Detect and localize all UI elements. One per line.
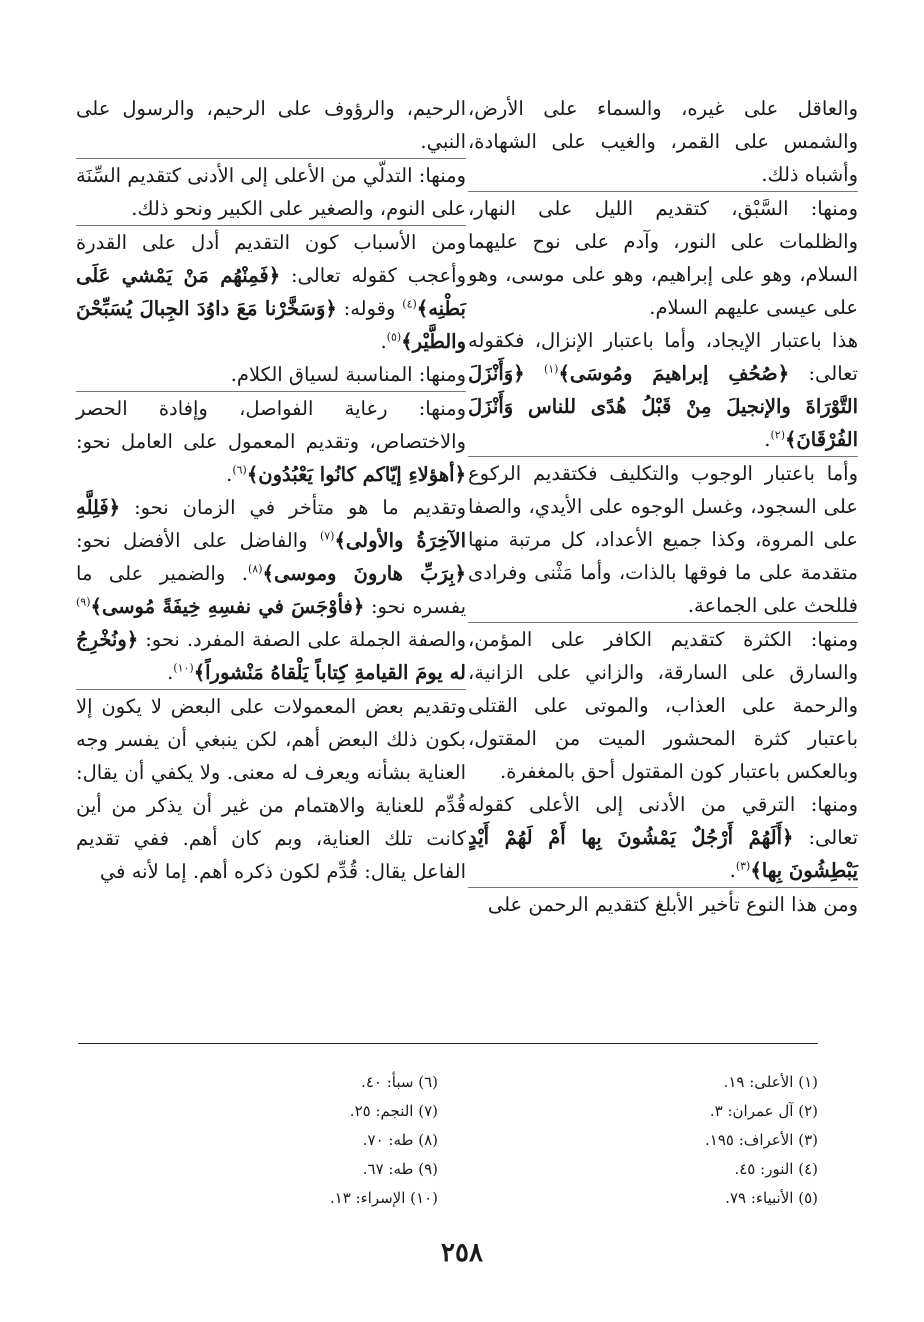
body-text: وقوله: [336, 297, 403, 320]
footnote-ref: (٨) [248, 562, 263, 576]
body-text: . والضمير على ما يفسره نحو: [76, 562, 467, 618]
paragraph [468, 788, 858, 887]
paragraph [468, 456, 858, 622]
footnote-ref: (٦) [232, 463, 247, 477]
footnote-item: (٨) طه: ٧٠. [362, 1131, 438, 1149]
body-text: ومنها: التدلّي من الأعلى إلى الأدنى كتقديم السِّنَة على النوم، والصغير على الكبير ونحو ذلك. [76, 164, 466, 220]
paragraph [76, 491, 466, 689]
paragraph [76, 92, 466, 158]
quran-quote: ﴿أهؤلاءِ إيّاكم كانُوا يَعْبُدُون﴾ [246, 463, 466, 486]
paragraph [468, 887, 858, 921]
footnote-ref: (٥) [386, 330, 402, 344]
body-text: وتقديم بعض المعمولات على البعض لا يكون إلا بكون ذلك البعض أهم، لكن ينبغي أن يفسر وجه العناية بشأنه ويعرف له معنى. ولا يكفي أن يقال: قُدِّم للعناية والاهتمام من غير أن يذكر من أين كانت تلك العناية، وبم كان أهم. ففي تقديم الفاعل يقال: قُدِّم لكون ذكره أهم. إما لأنه في [76, 695, 466, 883]
body-text: والصفة الجملة على الصفة المفرد. نحو: [138, 628, 466, 651]
footnote-item: (١) الأعلى: ١٩. [723, 1073, 818, 1091]
right-text-column [468, 92, 858, 921]
body-text: ومنها: الكثرة كتقديم الكافر على المؤمن، والسارق على السارقة، والزاني على الزانية، والرحمة على العذاب، والموتى على القتلى باعتبار كثرة المحشور الميت من المقتول، وبالعكس باعتبار كون المقتول أحق بالمغفرة. [468, 628, 858, 783]
body-text: ومنها: السَّبْق، كتقديم الليل على النهار، والظلمات على النور، وآدم على نوح عليهما السلام، وهو على إبراهيم، وهو على موسى، وهو على عيسى عليهم السلام. [468, 197, 858, 319]
paragraph [468, 622, 858, 788]
footnote-item: (٦) سبأ: ٤٠. [361, 1073, 438, 1091]
footnote-item: (٥) الأنبياء: ٧٩. [725, 1189, 818, 1207]
quran-quote: ﴿ونُخْرِجُ له يومَ القيامةِ كِتاباً يَلْقاهُ مَنْشوراً﴾ [76, 628, 466, 684]
quran-quote: ﴿وَأَنْزَلَ التَّوْرَاةَ والإنجيلَ مِنْ قَبْلُ هُدًى للناس وَأَنْزَلَ الفُرْقَانَ﴾ [468, 362, 858, 451]
footnote-ref: (٩) [76, 595, 91, 609]
quran-quote: ﴿وَسَخَّرْنا مَعَ داوُدَ الجِبالَ يُسَبِّحْنَ والطَّيْر﴾ [76, 297, 466, 353]
quran-quote: ﴿صُحُفِ إبراهيمَ ومُوسَى﴾ [558, 362, 790, 385]
paragraph [76, 391, 466, 491]
footnote-item: (٤) النور: ٤٥. [734, 1160, 818, 1178]
footnote-ref: (٣) [735, 859, 751, 873]
body-text: الرحيم، والرؤوف على الرحيم، والرسول على النبي. [76, 97, 466, 153]
quran-quote: ﴿بِرَبِّ هارونَ وموسى﴾ [262, 562, 466, 585]
body-text: والعاقل على غيره، والسماء على الأرض، والشمس على القمر، والغيب على الشهادة، وأشباه ذلك. [468, 97, 858, 186]
body-text: وتقديم ما هو متأخر في الزمان نحو: [120, 496, 466, 519]
footnotes-right [598, 1068, 818, 1213]
footnote-item: (٣) الأعراف: ١٩٥. [705, 1131, 818, 1149]
body-text: ومن هذا النوع تأخير الأبلغ كتقديم الرحمن على [487, 893, 858, 916]
body-text: . [380, 330, 387, 353]
footnotes-left [218, 1068, 438, 1213]
quran-quote: ﴿أَلَهُمْ أَرْجُلٌ يَمْشُونَ بِها أَمْ لَهُمْ أَيْدٍ يَبْطِشُونَ بِها﴾ [468, 826, 858, 882]
footnote-item: (٢) آل عمران: ٣. [709, 1102, 818, 1120]
body-text: ومنها: الترقي من الأدنى إلى الأعلى كقوله تعالى: [468, 793, 859, 849]
footnote-ref: (١٠) [173, 661, 194, 675]
footnote-item: (٩) طه: ٦٧. [362, 1160, 438, 1178]
body-text: ومنها: رعاية الفواصل، وإفادة الحصر والاختصاص، وتقديم المعمول على العامل نحو: [76, 397, 466, 453]
footnote-item: (٧) النجم: ٢٥. [349, 1102, 438, 1120]
body-text: ومنها: المناسبة لسياق الكلام. [230, 363, 466, 386]
body-text [525, 362, 544, 385]
paragraph [76, 689, 466, 888]
paragraph [76, 358, 466, 391]
quran-quote: ﴿فأوْجَسَ في نفسِهِ خِيفَةً مُوسى﴾ [90, 595, 365, 618]
footnote-item: (١٠) الإسراء: ١٣. [329, 1189, 438, 1207]
page-number: ٢٥٨ [441, 1238, 483, 1268]
paragraph [468, 92, 858, 191]
body-text: والفاضل على الأفضل نحو: [76, 529, 320, 552]
body-text: . [729, 859, 736, 882]
body-text: . [764, 428, 771, 451]
paragraph [468, 191, 858, 324]
body-text: . [167, 661, 174, 684]
quran-quote: ﴿فَلِلَّهِ الآخِرَةُ والأولى﴾ [76, 496, 466, 552]
paragraph [76, 158, 466, 225]
paragraph [76, 225, 466, 358]
left-text-column [76, 92, 466, 888]
body-text: . [226, 463, 233, 486]
body-text: هذا باعتبار الإيجاد، وأما باعتبار الإنزال، فكقوله تعالى: [468, 329, 858, 385]
footnote-ref: (٢) [770, 428, 785, 442]
body-text: وأما باعتبار الوجوب والتكليف فكتقديم الركوع على السجود، وغسل الوجوه على الأيدي، والصفا على المروة، وكذا جميع الأعداد، كل مرتبة منها متقدمة على ما فوقها بالذات، وأما مَثْنى وفرادى فللحث على الجماعة. [468, 462, 858, 617]
footnote-separator [78, 1043, 818, 1044]
footnote-ref: (١) [543, 362, 559, 376]
paragraph [468, 324, 858, 456]
footnote-ref: (٧) [319, 529, 335, 543]
footnote-ref: (٤) [402, 297, 417, 311]
body-text: ومن الأسباب كون التقديم أدل على القدرة وأعجب كقوله تعالى: [76, 231, 466, 287]
quran-quote: ﴿فَمِنْهُم مَنْ يَمْشي عَلَى بَطْنِه﴾ [76, 264, 466, 320]
